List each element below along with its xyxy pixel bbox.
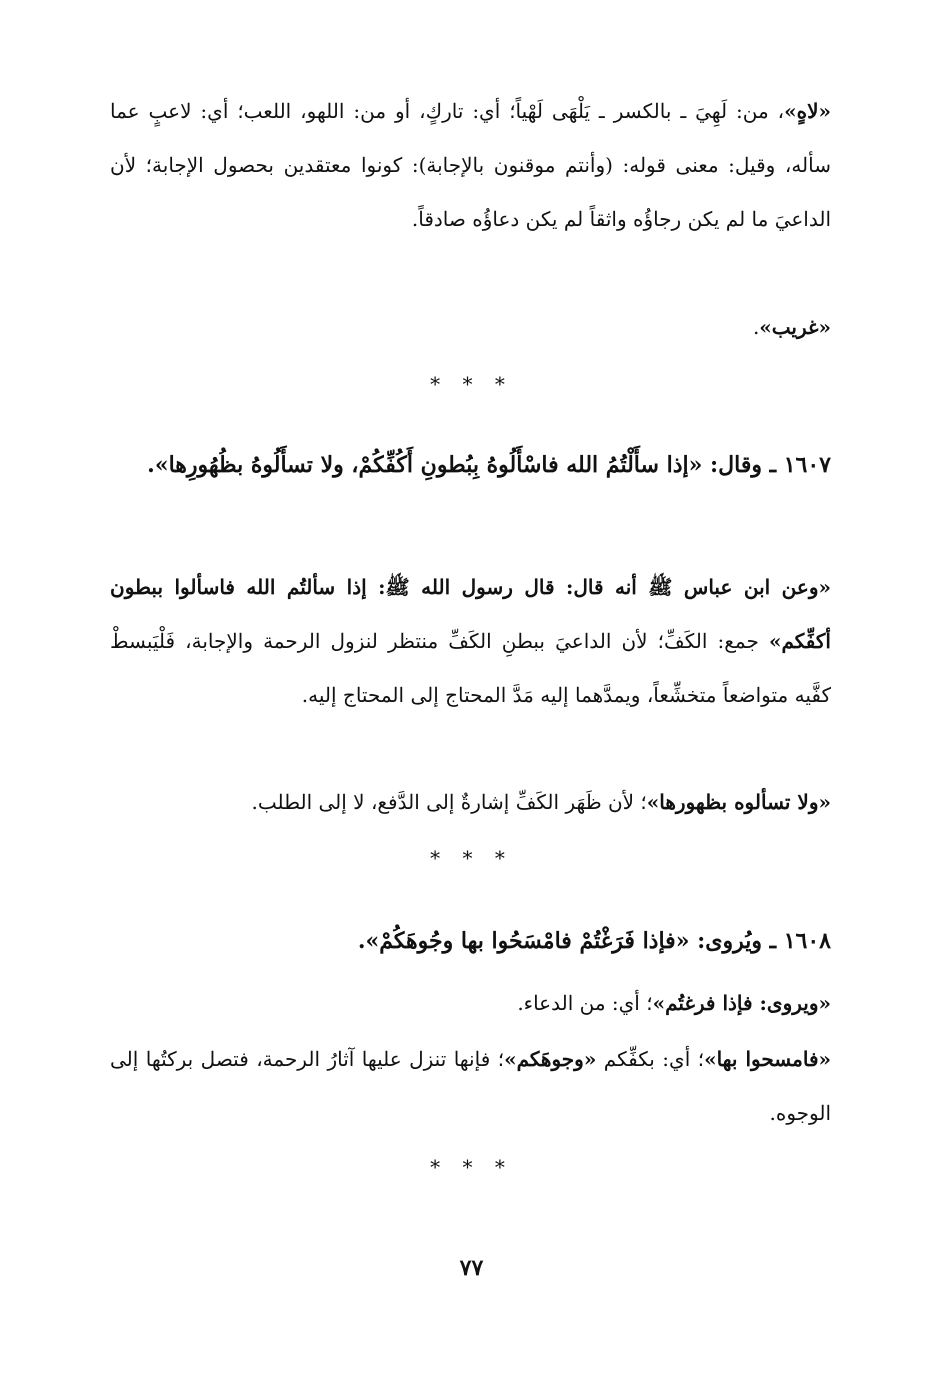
paragraph-text: جمع: الكَفِّ؛ لأن الداعيَ ببطنِ الكَفِّ منتظر لنزول الرحمة والإجابة، فَلْيَبسطْ كفَّيه متواضعاً متخشِّعاً، ويمدَّهما إليه مَدَّ المحتاج إلى المحتاج إليه.	[110, 629, 831, 707]
hadith-text: ١٦٠٨ ـ ويُروى: «فإذا فَرَغْتُمْ فامْسَحُوا بها وجُوهَكُمْ»	[365, 928, 831, 954]
paragraph-zuhuriha	[110, 775, 831, 829]
paragraph-gharib	[110, 300, 831, 354]
hadith-1607-heading	[110, 438, 831, 492]
hadith-text: ١٦٠٧ ـ وقال: «إذا سأَلْتُمُ الله فاسْأَلُوهُ بِبُطونِ أَكُفِّكُمْ، ولا تسأَلُوهُ بظُهُورِها»	[154, 452, 831, 478]
paragraph-text: .	[752, 315, 760, 339]
paragraph-lead: «فامسحوا بها»	[704, 1047, 831, 1071]
paragraph-text: ، من: لَهِيَ ـ بالكسر ـ يَلْهَى لَهْياً؛ أي: تاركٍ، أو من: اللهو، اللعب؛ أي: لاعبٍ عما سأله، وقيل: معنى قوله: (وأنتم موقنون بالإجابة): كونوا معتقدين بحصول الإجابة؛ لأن الداعيَ ما لم يكن رجاؤُه واثقاً لم يكن دعاؤُه صادقاً.	[110, 99, 831, 231]
paragraph-text: ؛ أي: بكفِّكم	[596, 1047, 705, 1071]
paragraph-text: ؛ أي: من الدعاء.	[517, 991, 653, 1015]
paragraph-lead: «لاهٍ»	[784, 99, 831, 123]
paragraph-text: .	[147, 452, 155, 478]
section-separator: * * *	[430, 372, 513, 396]
paragraph-ibn-abbas	[110, 560, 831, 722]
paragraph-lead: «وعن ابن عباس ﷺ أنه قال: قال رسول الله ﷺ: إذا سألتُم الله فاسألوا ببطون أكفِّكم»	[110, 575, 831, 653]
paragraph-text: ؛ لأن ظَهَر الكَفِّ إشارةٌ إلى الدَّفع، لا إلى الطلب.	[251, 790, 647, 814]
paragraph-text: .	[357, 928, 366, 954]
hadith-1608-heading	[110, 914, 831, 968]
paragraph-lead-2: «وجوهَكم»	[504, 1047, 597, 1071]
paragraph-text-2: ؛ فإنها تنزل عليها آثارُ الرحمة، فتصل بركتُها إلى الوجوه.	[110, 1047, 831, 1125]
paragraph-lead: «غريب»	[759, 315, 831, 339]
section-separator: * * *	[430, 1155, 513, 1179]
paragraph-lead: «ولا تسألوه بظهورها»	[646, 790, 831, 814]
paragraph-yurwa	[110, 976, 831, 1030]
paragraph-lahin	[110, 84, 831, 246]
section-separator: * * *	[430, 846, 513, 870]
page-number: ٧٧	[459, 1255, 484, 1281]
paragraph-lead: «ويروى: فإذا فرغتُم»	[652, 991, 831, 1015]
paragraph-famsahu	[110, 1032, 831, 1140]
